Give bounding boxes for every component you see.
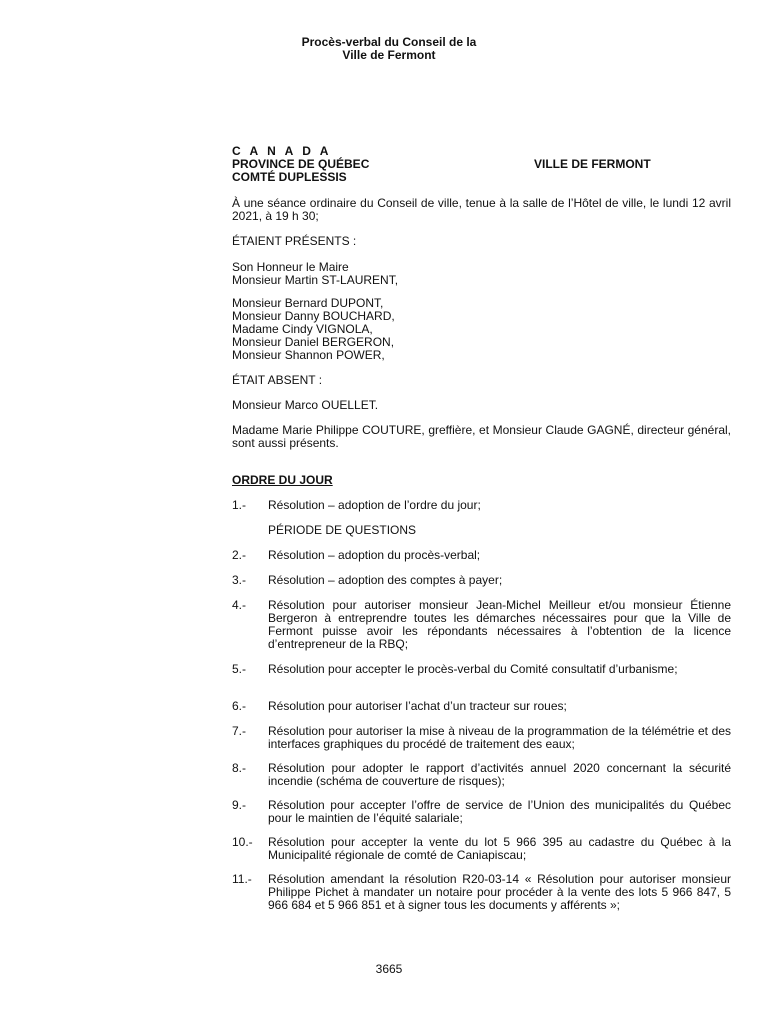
header-line-2: Ville de Fermont (342, 48, 436, 62)
agenda-item-text: Résolution amendant la résolution R20-03-14 « Résolution pour autoriser monsieur Philippe Pichet à mandater un notaire pour procéder à la vente des lots 5 966 847, 5 966 684 et 5 966 851 et à signer tous les documents y afférents »; (268, 872, 731, 912)
header-line-1: Procès-verbal du Conseil de la (301, 35, 477, 49)
document-header (0, 36, 770, 62)
mayor-title: Son Honneur le Maire (232, 260, 349, 274)
mayor-name: Monsieur Martin ST-LAURENT, (232, 273, 399, 287)
absent-member: Monsieur Marco OUELLET. (232, 398, 379, 412)
agenda-item-number: 10.- (232, 835, 253, 849)
agenda-item-number: 1.- (232, 498, 247, 512)
absent-heading: ÉTAIT ABSENT : (232, 373, 323, 387)
councillor-4: Monsieur Daniel BERGERON, (232, 335, 395, 349)
councillor-1: Monsieur Bernard DUPONT, (232, 296, 384, 310)
question-period-heading: PÉRIODE DE QUESTIONS (268, 523, 417, 537)
agenda-item-number: 9.- (232, 798, 247, 812)
councillor-3: Madame Cindy VIGNOLA, (232, 322, 373, 336)
agenda-item-number: 11.- (232, 872, 252, 886)
agenda-item-number: 4.- (232, 598, 247, 612)
agenda-item-text: Résolution – adoption des comptes à payer; (268, 573, 503, 587)
county-label: COMTÉ DUPLESSIS (232, 170, 347, 184)
agenda-item-number: 6.- (232, 699, 247, 713)
agenda-item-number: 5.- (232, 662, 247, 676)
agenda-item-text: Résolution pour autoriser monsieur Jean-Michel Meilleur et/ou monsieur Étienne Bergeron à entreprendre toutes les démarches nécessaires pour que la Ville de Fermont puisse avoir les répondants nécessaires à l’obtention de la licence d’entrepreneur de la RBQ; (268, 598, 731, 651)
agenda-item-number: 8.- (232, 761, 247, 775)
agenda-item-text: Résolution pour accepter la vente du lot 5 966 395 au cadastre du Québec à la Municipalité régionale de comté de Caniapiscau; (268, 835, 731, 862)
agenda-heading: ORDRE DU JOUR (232, 473, 333, 487)
agenda-item-text: Résolution pour accepter l’offre de service de l’Union des municipalités du Québec pour le maintien de l’équité salariale; (268, 798, 731, 825)
country-label: C A N A D A (232, 144, 332, 158)
intro-paragraph: À une séance ordinaire du Conseil de ville, tenue à la salle de l’Hôtel de ville, le lundi 12 avril 2021, à 19 h 30; (232, 196, 731, 223)
agenda-item-number: 7.- (232, 724, 247, 738)
agenda-item-number: 2.- (232, 548, 247, 562)
agenda-item-text: Résolution pour accepter le procès-verbal du Comité consultatif d’urbanisme; (268, 662, 678, 676)
page-number: 3665 (375, 962, 403, 976)
agenda-item-text: Résolution – adoption de l’ordre du jour; (268, 498, 481, 512)
agenda-item-text: Résolution pour autoriser l’achat d’un tracteur sur roues; (268, 699, 567, 713)
agenda-item-number: 3.- (232, 573, 247, 587)
agenda-item-text: Résolution pour autoriser la mise à niveau de la programmation de la télémétrie et des interfaces graphiques du procédé de traitement des eaux; (268, 724, 731, 751)
present-heading: ÉTAIENT PRÉSENTS : (232, 234, 357, 248)
councillor-2: Monsieur Danny BOUCHARD, (232, 309, 395, 323)
agenda-item-text: Résolution – adoption du procès-verbal; (268, 548, 481, 562)
councillor-5: Monsieur Shannon POWER, (232, 348, 385, 362)
city-label: VILLE DE FERMONT (534, 157, 651, 171)
also-present-paragraph: Madame Marie Philippe COUTURE, greffière, et Monsieur Claude GAGNÉ, directeur général, sont aussi présents. (232, 423, 731, 450)
agenda-item-text: Résolution pour adopter le rapport d’activités annuel 2020 concernant la sécurité incendie (schéma de couverture de risques); (268, 761, 731, 788)
province-label: PROVINCE DE QUÉBEC (232, 157, 370, 171)
